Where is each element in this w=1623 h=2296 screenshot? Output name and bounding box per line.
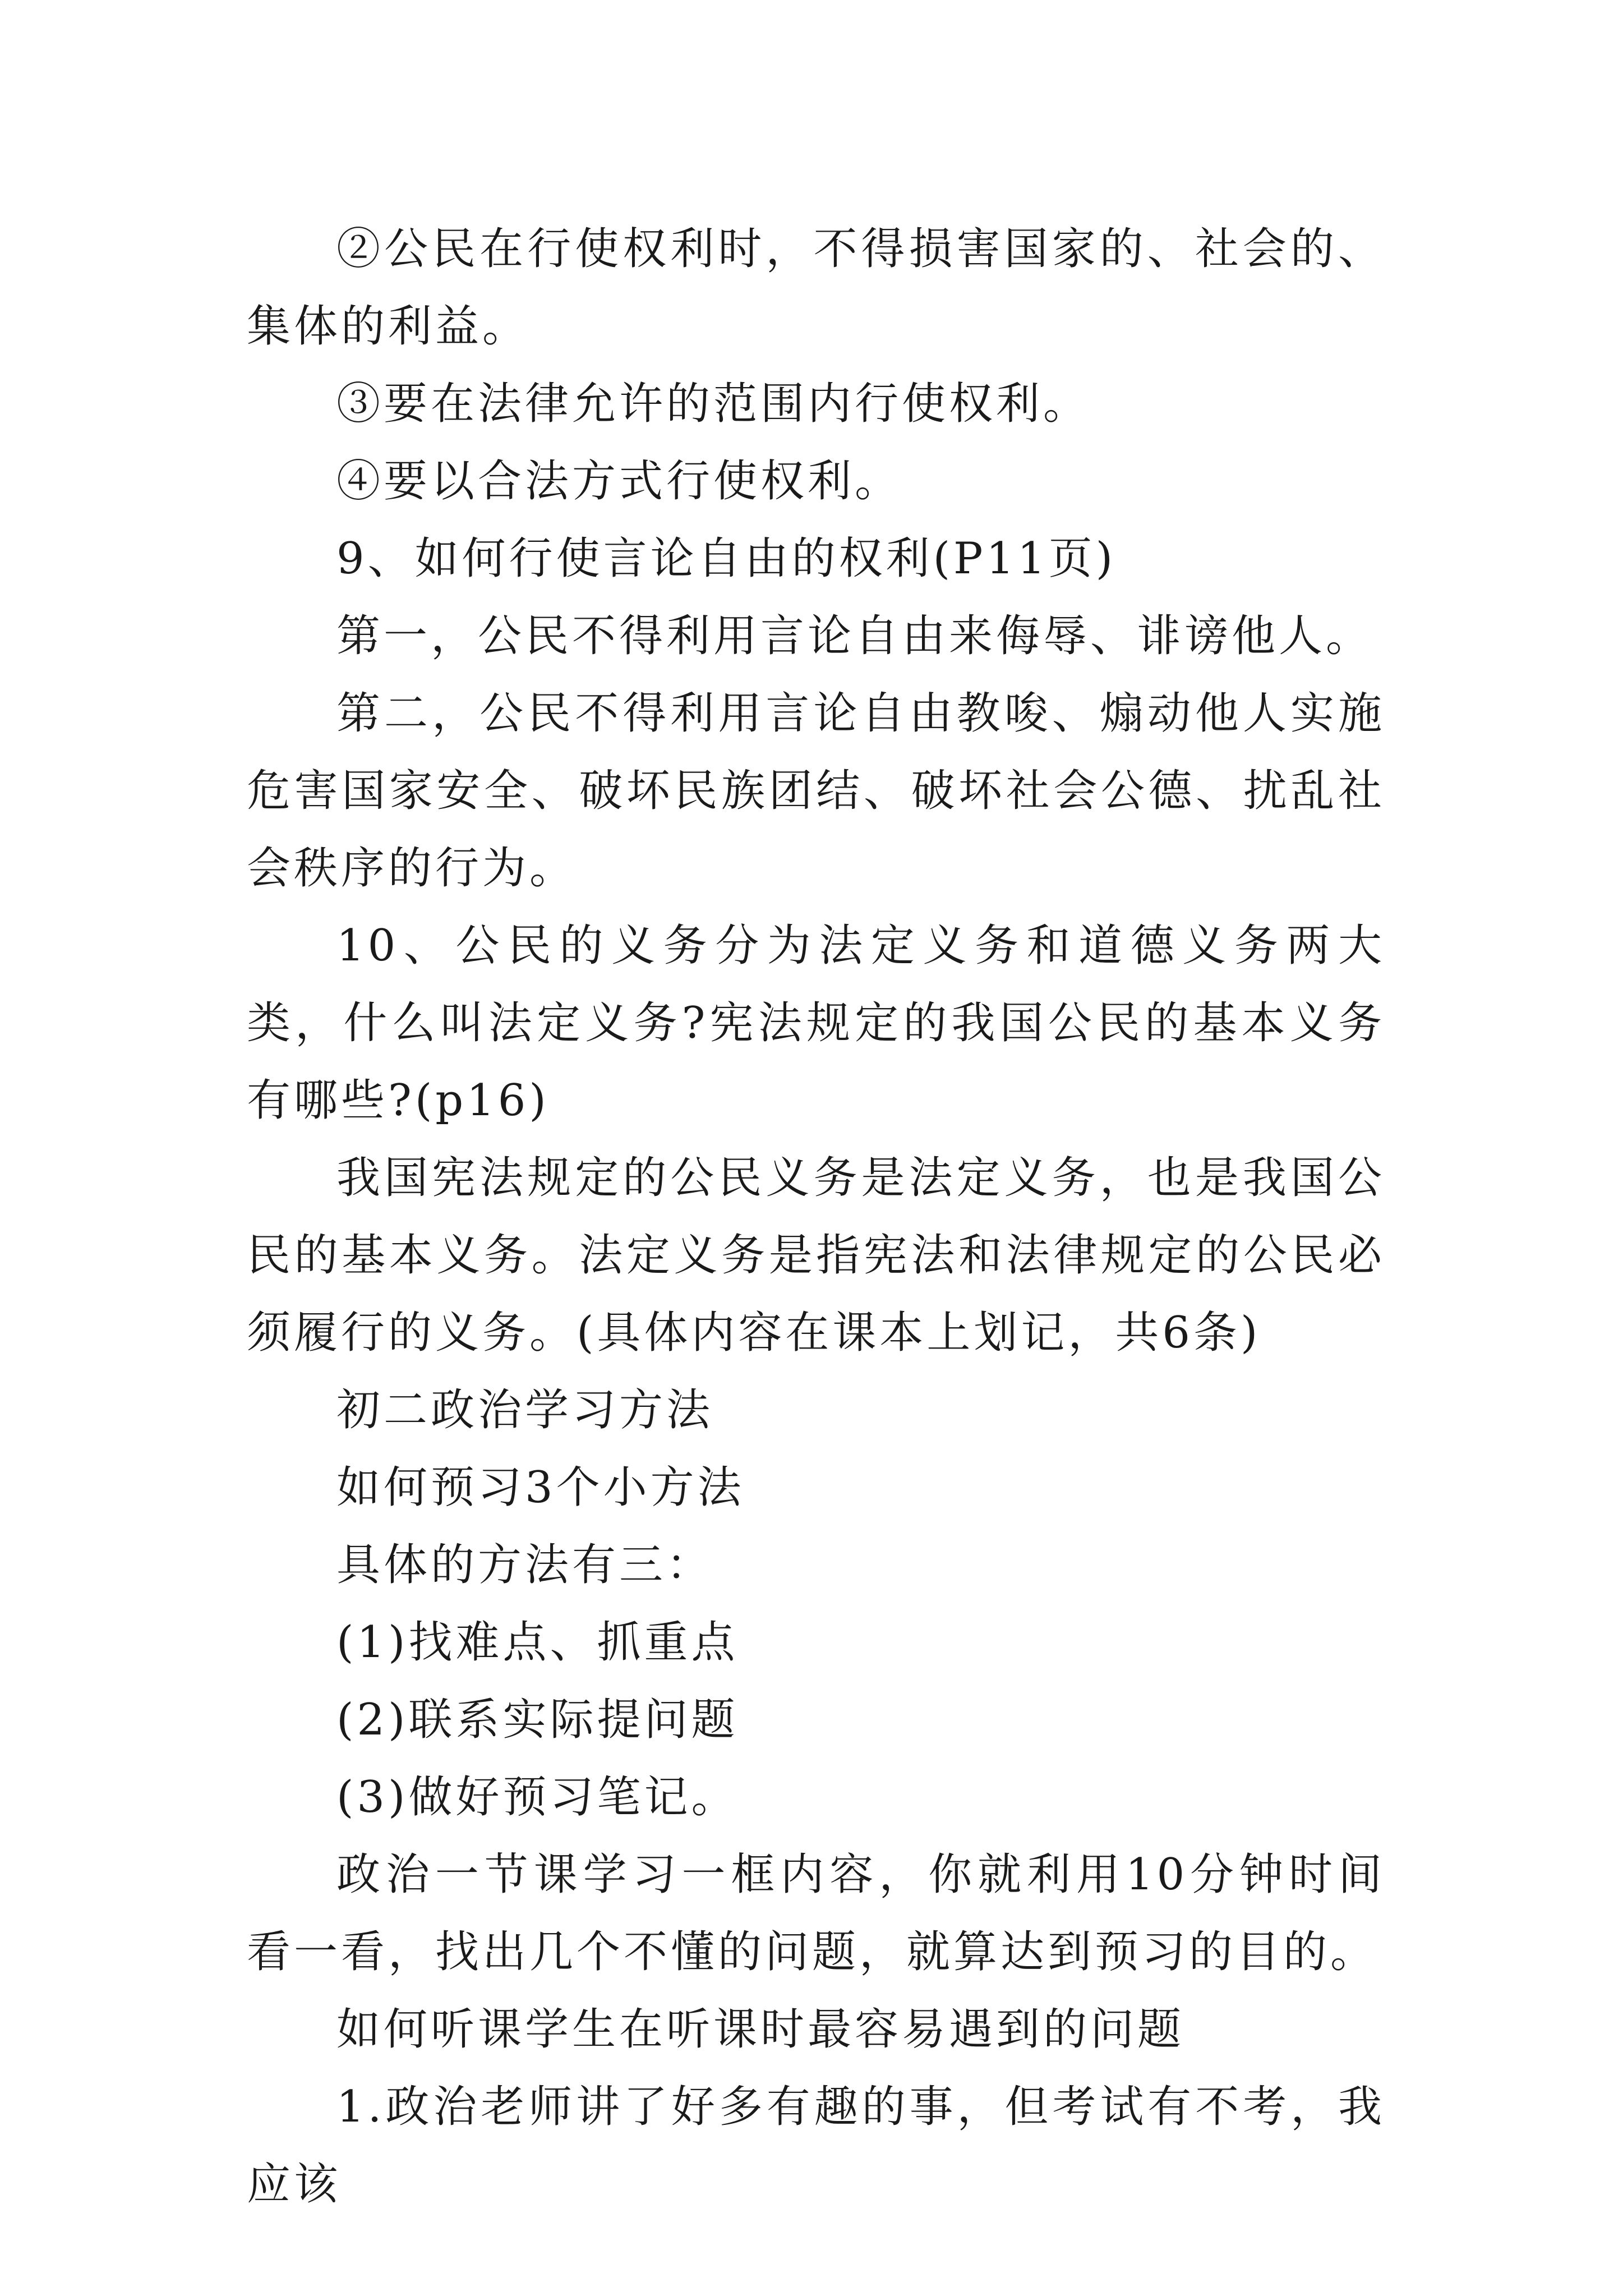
paragraph-legal-duties: 我国宪法规定的公民义务是法定义务，也是我国公民的基本义务。法定义务是指宪法和法律规定的公民必须履行的义务。(具体内容在课本上划记，共6条) bbox=[247, 1153, 1385, 1358]
paragraph-question-9: 9、如何行使言论自由的权利(P11页) bbox=[336, 533, 1117, 584]
paragraph-speech-first: 第一，公民不得利用言论自由来侮辱、诽谤他人。 bbox=[336, 611, 1373, 661]
paragraph-listening-question-1: 1.政治老师讲了好多有趣的事，但考试有不考，我应该 bbox=[247, 2082, 1385, 2210]
heading-study-methods: 初二政治学习方法 bbox=[336, 1385, 714, 1435]
paragraph-question-10: 10、公民的义务分为法定义务和道德义务两大类，什么叫法定义务?宪法规定的我国公民的基本义务有哪些?(p16) bbox=[247, 921, 1385, 1126]
heading-listening: 如何听课学生在听课时最容易遇到的问题 bbox=[336, 2004, 1185, 2055]
paragraph-rights-clause-4: ④要以合法方式行使权利。 bbox=[336, 456, 902, 507]
list-item-method-1: (1)找难点、抓重点 bbox=[336, 1617, 739, 1668]
list-item-method-2: (2)联系实际提问题 bbox=[336, 1695, 739, 1745]
paragraph-rights-clause-3: ③要在法律允许的范围内行使权利。 bbox=[336, 379, 1091, 429]
list-item-method-3: (3)做好预习笔记。 bbox=[336, 1772, 739, 1823]
document-body bbox=[247, 210, 1385, 2223]
paragraph-rights-clause-2: ②公民在行使权利时，不得损害国家的、社会的、集体的利益。 bbox=[247, 224, 1385, 352]
paragraph-three-methods: 具体的方法有三： bbox=[336, 1540, 714, 1590]
paragraph-speech-second: 第二，公民不得利用言论自由教唆、煽动他人实施危害国家安全、破坏民族团结、破坏社会公德、扰乱社会秩序的行为。 bbox=[247, 688, 1385, 894]
paragraph-preview-goal: 政治一节课学习一框内容，你就利用10分钟时间看一看，找出几个不懂的问题，就算达到预习的目的。 bbox=[247, 1849, 1385, 1977]
heading-preview-methods: 如何预习3个小方法 bbox=[336, 1462, 745, 1513]
